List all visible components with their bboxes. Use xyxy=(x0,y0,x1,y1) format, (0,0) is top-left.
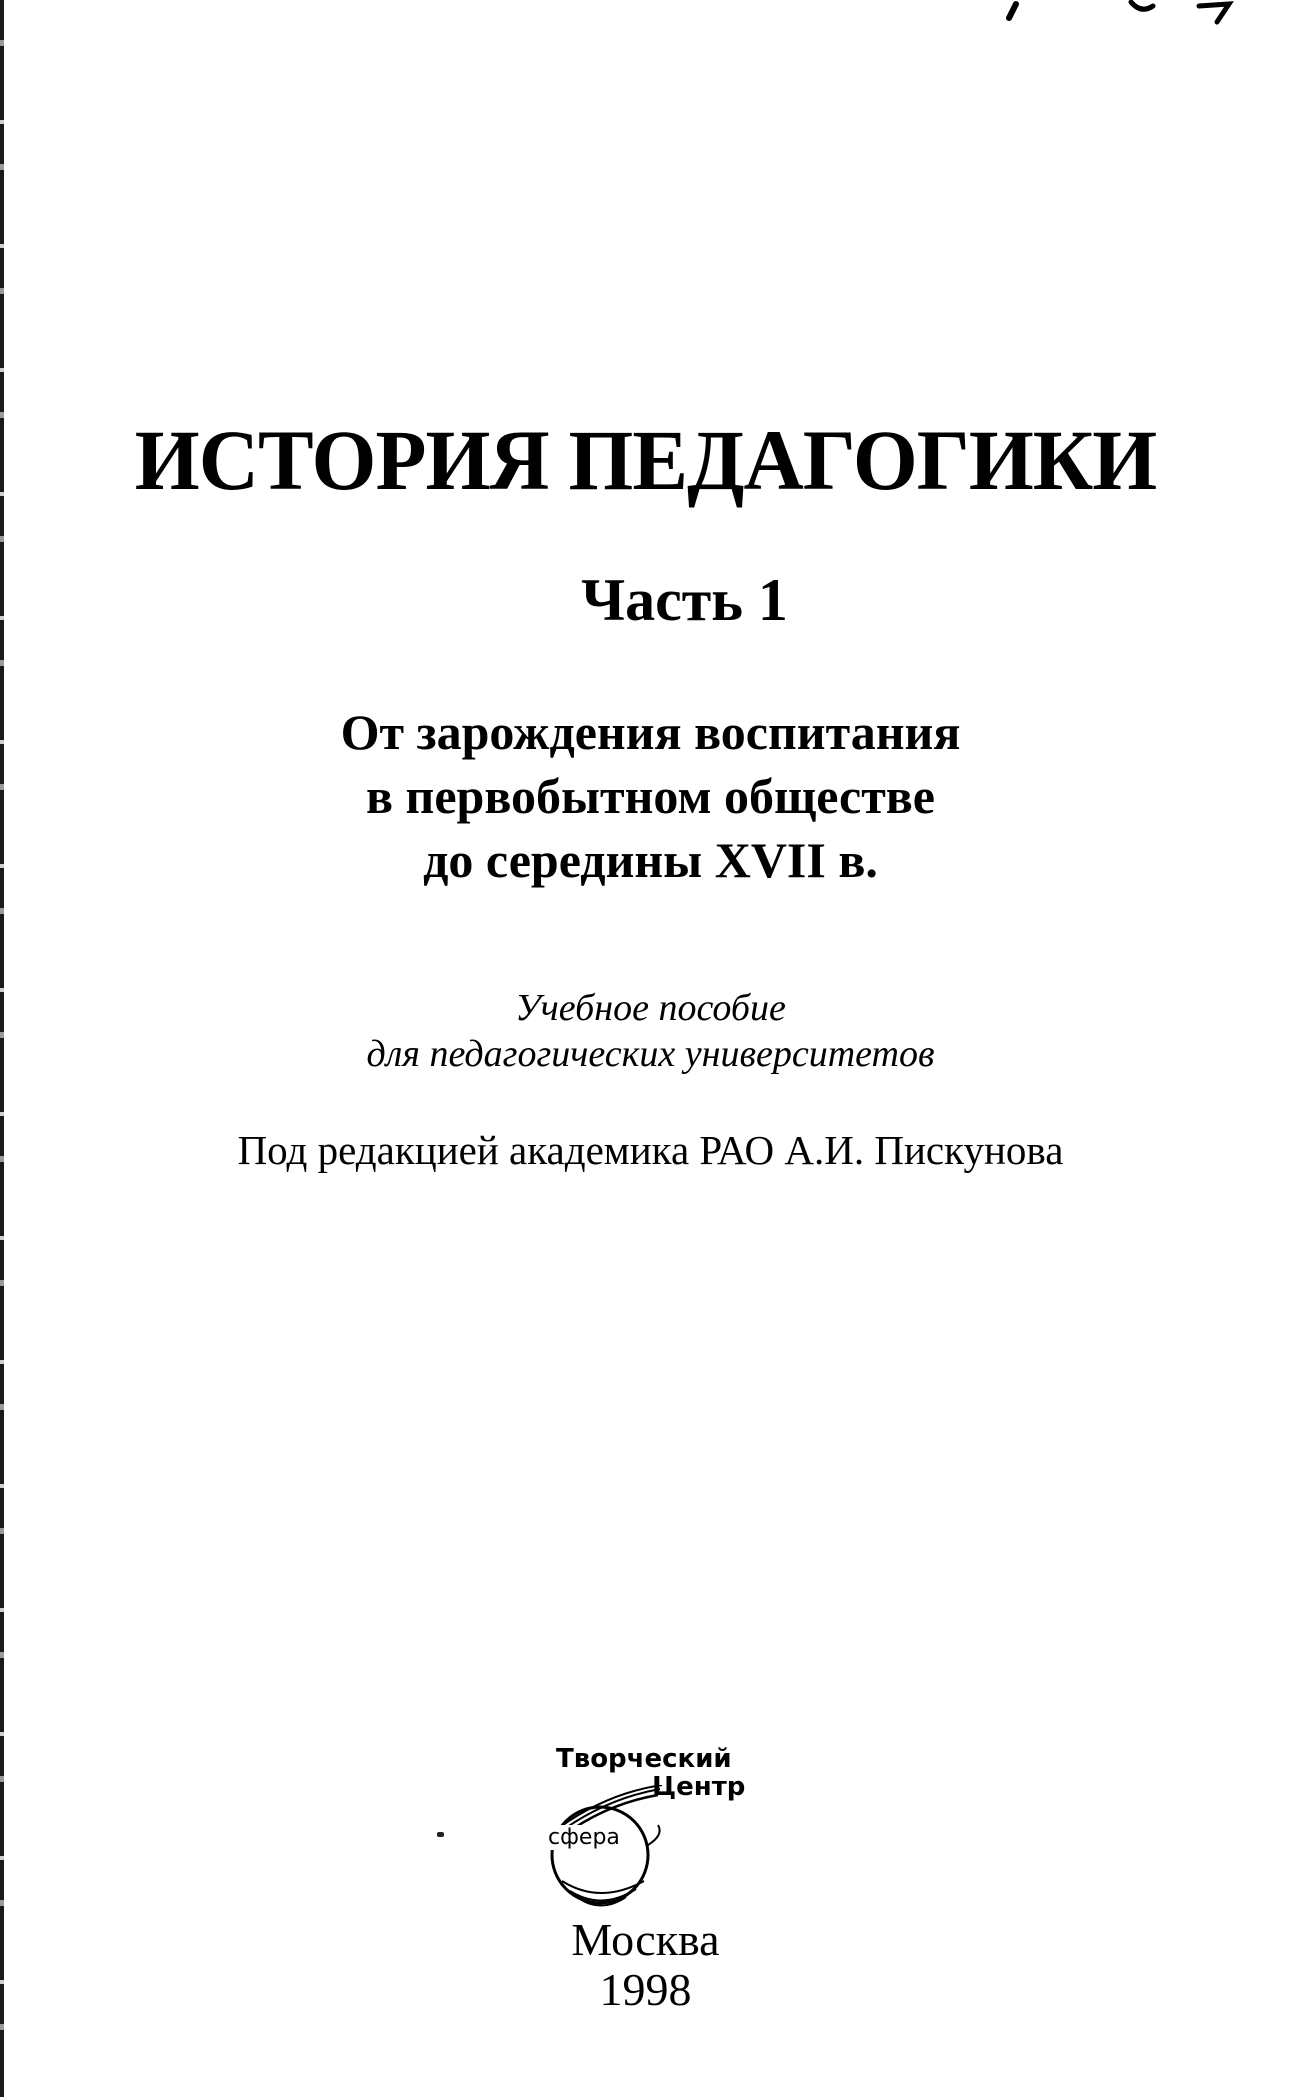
textbook-line: для педагогических университетов xyxy=(366,1033,935,1075)
globe-swirl-logo-icon xyxy=(540,1785,670,1915)
subtitle-line: в первобытном обществе xyxy=(366,768,935,824)
publication-year: 1998 xyxy=(599,1964,692,2015)
publisher-name-line1: Творческий xyxy=(556,1744,732,1774)
subtitle-line: От зарождения воспитания xyxy=(340,704,961,760)
subtitle-line: до середины XVII в. xyxy=(423,832,878,888)
book-title: ИСТОРИЯ ПЕДАГОГИКИ xyxy=(134,412,1157,508)
part-label: Часть 1 xyxy=(581,567,788,633)
publication-city: Москва xyxy=(571,1914,720,1965)
publisher-logo xyxy=(540,1745,760,1915)
textbook-description xyxy=(0,985,1291,1077)
editor-credit: Под редакцией академика РАО А.И. Пискунова xyxy=(237,1127,1064,1173)
scan-speck xyxy=(437,1832,444,1837)
book-subtitle xyxy=(0,700,1291,892)
publisher-name-line2: Центр xyxy=(652,1772,746,1802)
textbook-line: Учебное пособие xyxy=(515,987,786,1029)
publisher-logo-word: сфера xyxy=(548,1825,620,1850)
handwritten-marks xyxy=(931,0,1291,40)
